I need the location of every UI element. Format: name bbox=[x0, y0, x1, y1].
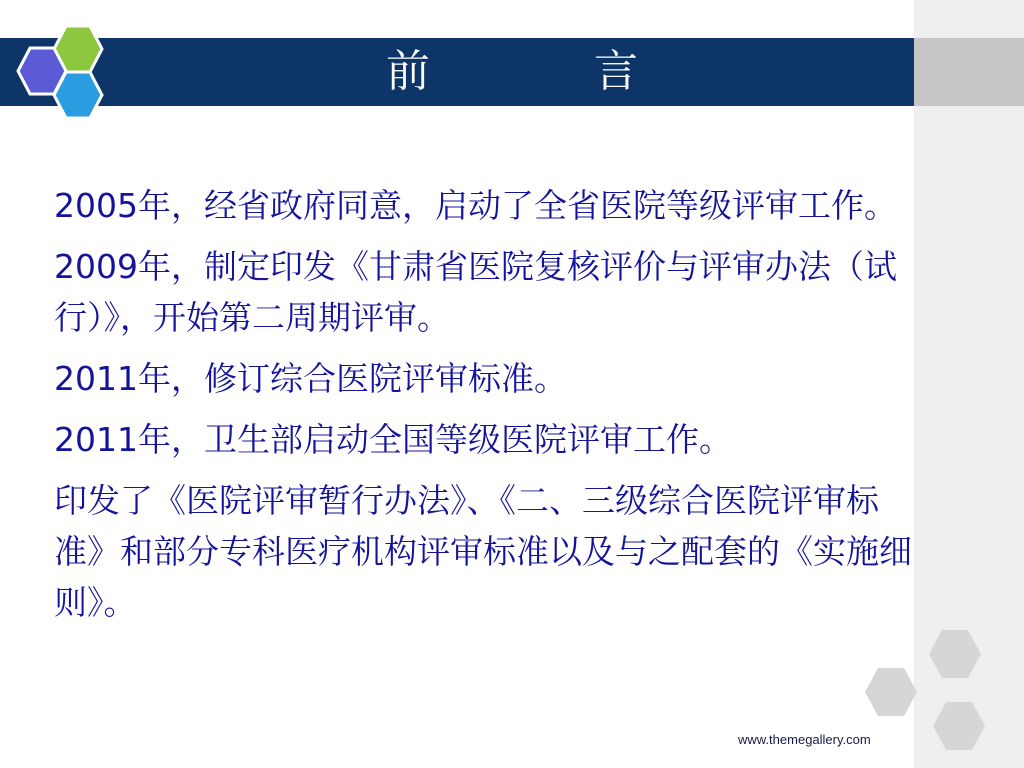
paragraph-2005: 2005年，经省政府同意，启动了全省医院等级评审工作。 bbox=[54, 186, 897, 225]
blue-hexagon-icon bbox=[54, 72, 102, 118]
footer-url[interactable]: www.themegallery.com bbox=[738, 732, 871, 747]
paragraph-2011-standard: 2011年，修订综合医院评审标准。 bbox=[54, 359, 567, 398]
slide-body bbox=[54, 180, 914, 638]
paragraph-documents: 印发了《医院评审暂行办法》、《二、三级综合医院评审标准》和部分专科医疗机构评审标准以及与之配套的《实施细则》。 bbox=[54, 481, 912, 622]
paragraph-2011-national: 2011年，卫生部启动全国等级医院评审工作。 bbox=[54, 420, 732, 459]
slide-title: 前 言 bbox=[386, 46, 698, 97]
paragraph-2009: 2009年，制定印发《甘肃省医院复核评价与评审办法（试行）》，开始第二周期评审。 bbox=[54, 247, 897, 337]
gray-hexagon-decoration-icon bbox=[850, 620, 1024, 768]
hexagon-logo-icon bbox=[0, 0, 130, 130]
